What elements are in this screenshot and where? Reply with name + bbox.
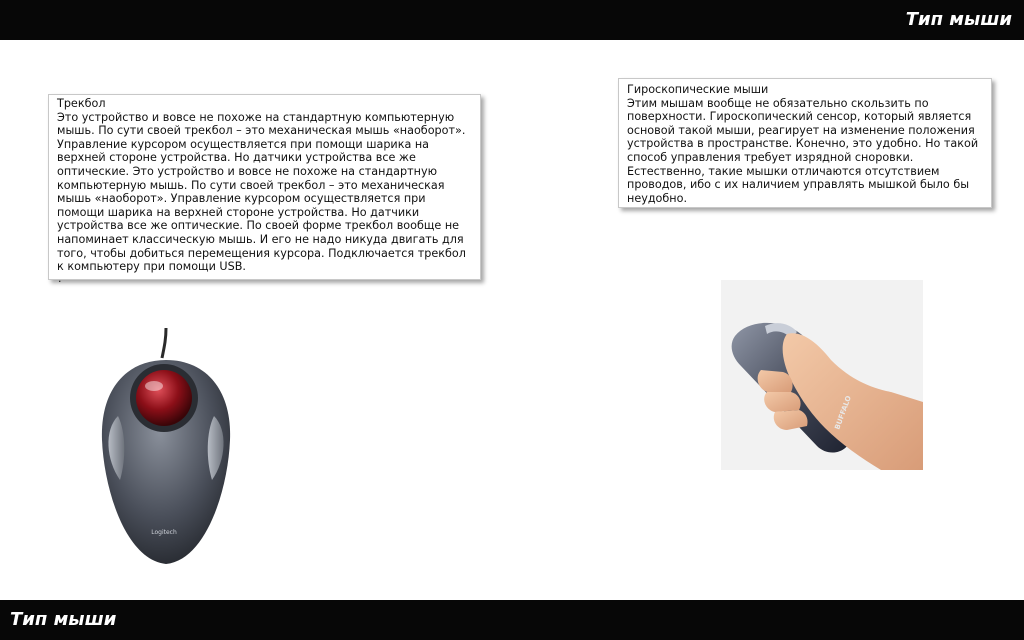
gyro-body: Этим мышам вообще не обязательно скользить по поверхности. Гироскопический сенсор, который является основой такой мыши, реагирует на изменение положения устройства в пространстве. Конечно, это удобно. Но такой способ управления требует изрядной сноровки. Естественно, такие мышки отличаются отсутствием проводов, ибо с их наличием управлять мышкой было бы неудобно. [627,96,979,205]
gyro-heading: Гироскопические мыши [627,83,769,96]
gyro-text-box [618,78,992,208]
trackball-text-box [48,94,481,280]
trailing-dot: . [58,272,62,285]
trackball-body: Это устройство и вовсе не похоже на стандартную компьютерную мышь. По сути своей трекбол – это механическая мышь «наоборот». Управление курсором осуществляется при помощи шарика на верхней стороне устройства. Но датчики устройства все же оптические. Это устройство и вовсе не похоже на стандартную компьютерную мышь. По сути своей трекбол – это механическая мышь «наоборот». Управление курсором осуществляется при помощи шарика на верхней стороне устройства. Но датчики устройства все же оптические. По своей форме трекбол вообще не напоминает классическую мышь. И его не надо никуда двигать для того, чтобы добиться перемещения курсора. Подключается трекбол к компьютеру при помощи USB. [57,110,466,274]
trackball-heading: Трекбол [57,97,106,110]
footer-title: Тип мыши [10,609,117,630]
gyro-brand: BUFFALO [833,394,853,431]
header-bar [0,0,1024,40]
footer-bar [0,600,1024,640]
trackball-mouse-icon [96,320,236,570]
header-title: Тип мыши [905,9,1012,30]
trackball-logo: Logitech [151,529,177,536]
gyroscopic-mouse-icon [721,280,923,470]
